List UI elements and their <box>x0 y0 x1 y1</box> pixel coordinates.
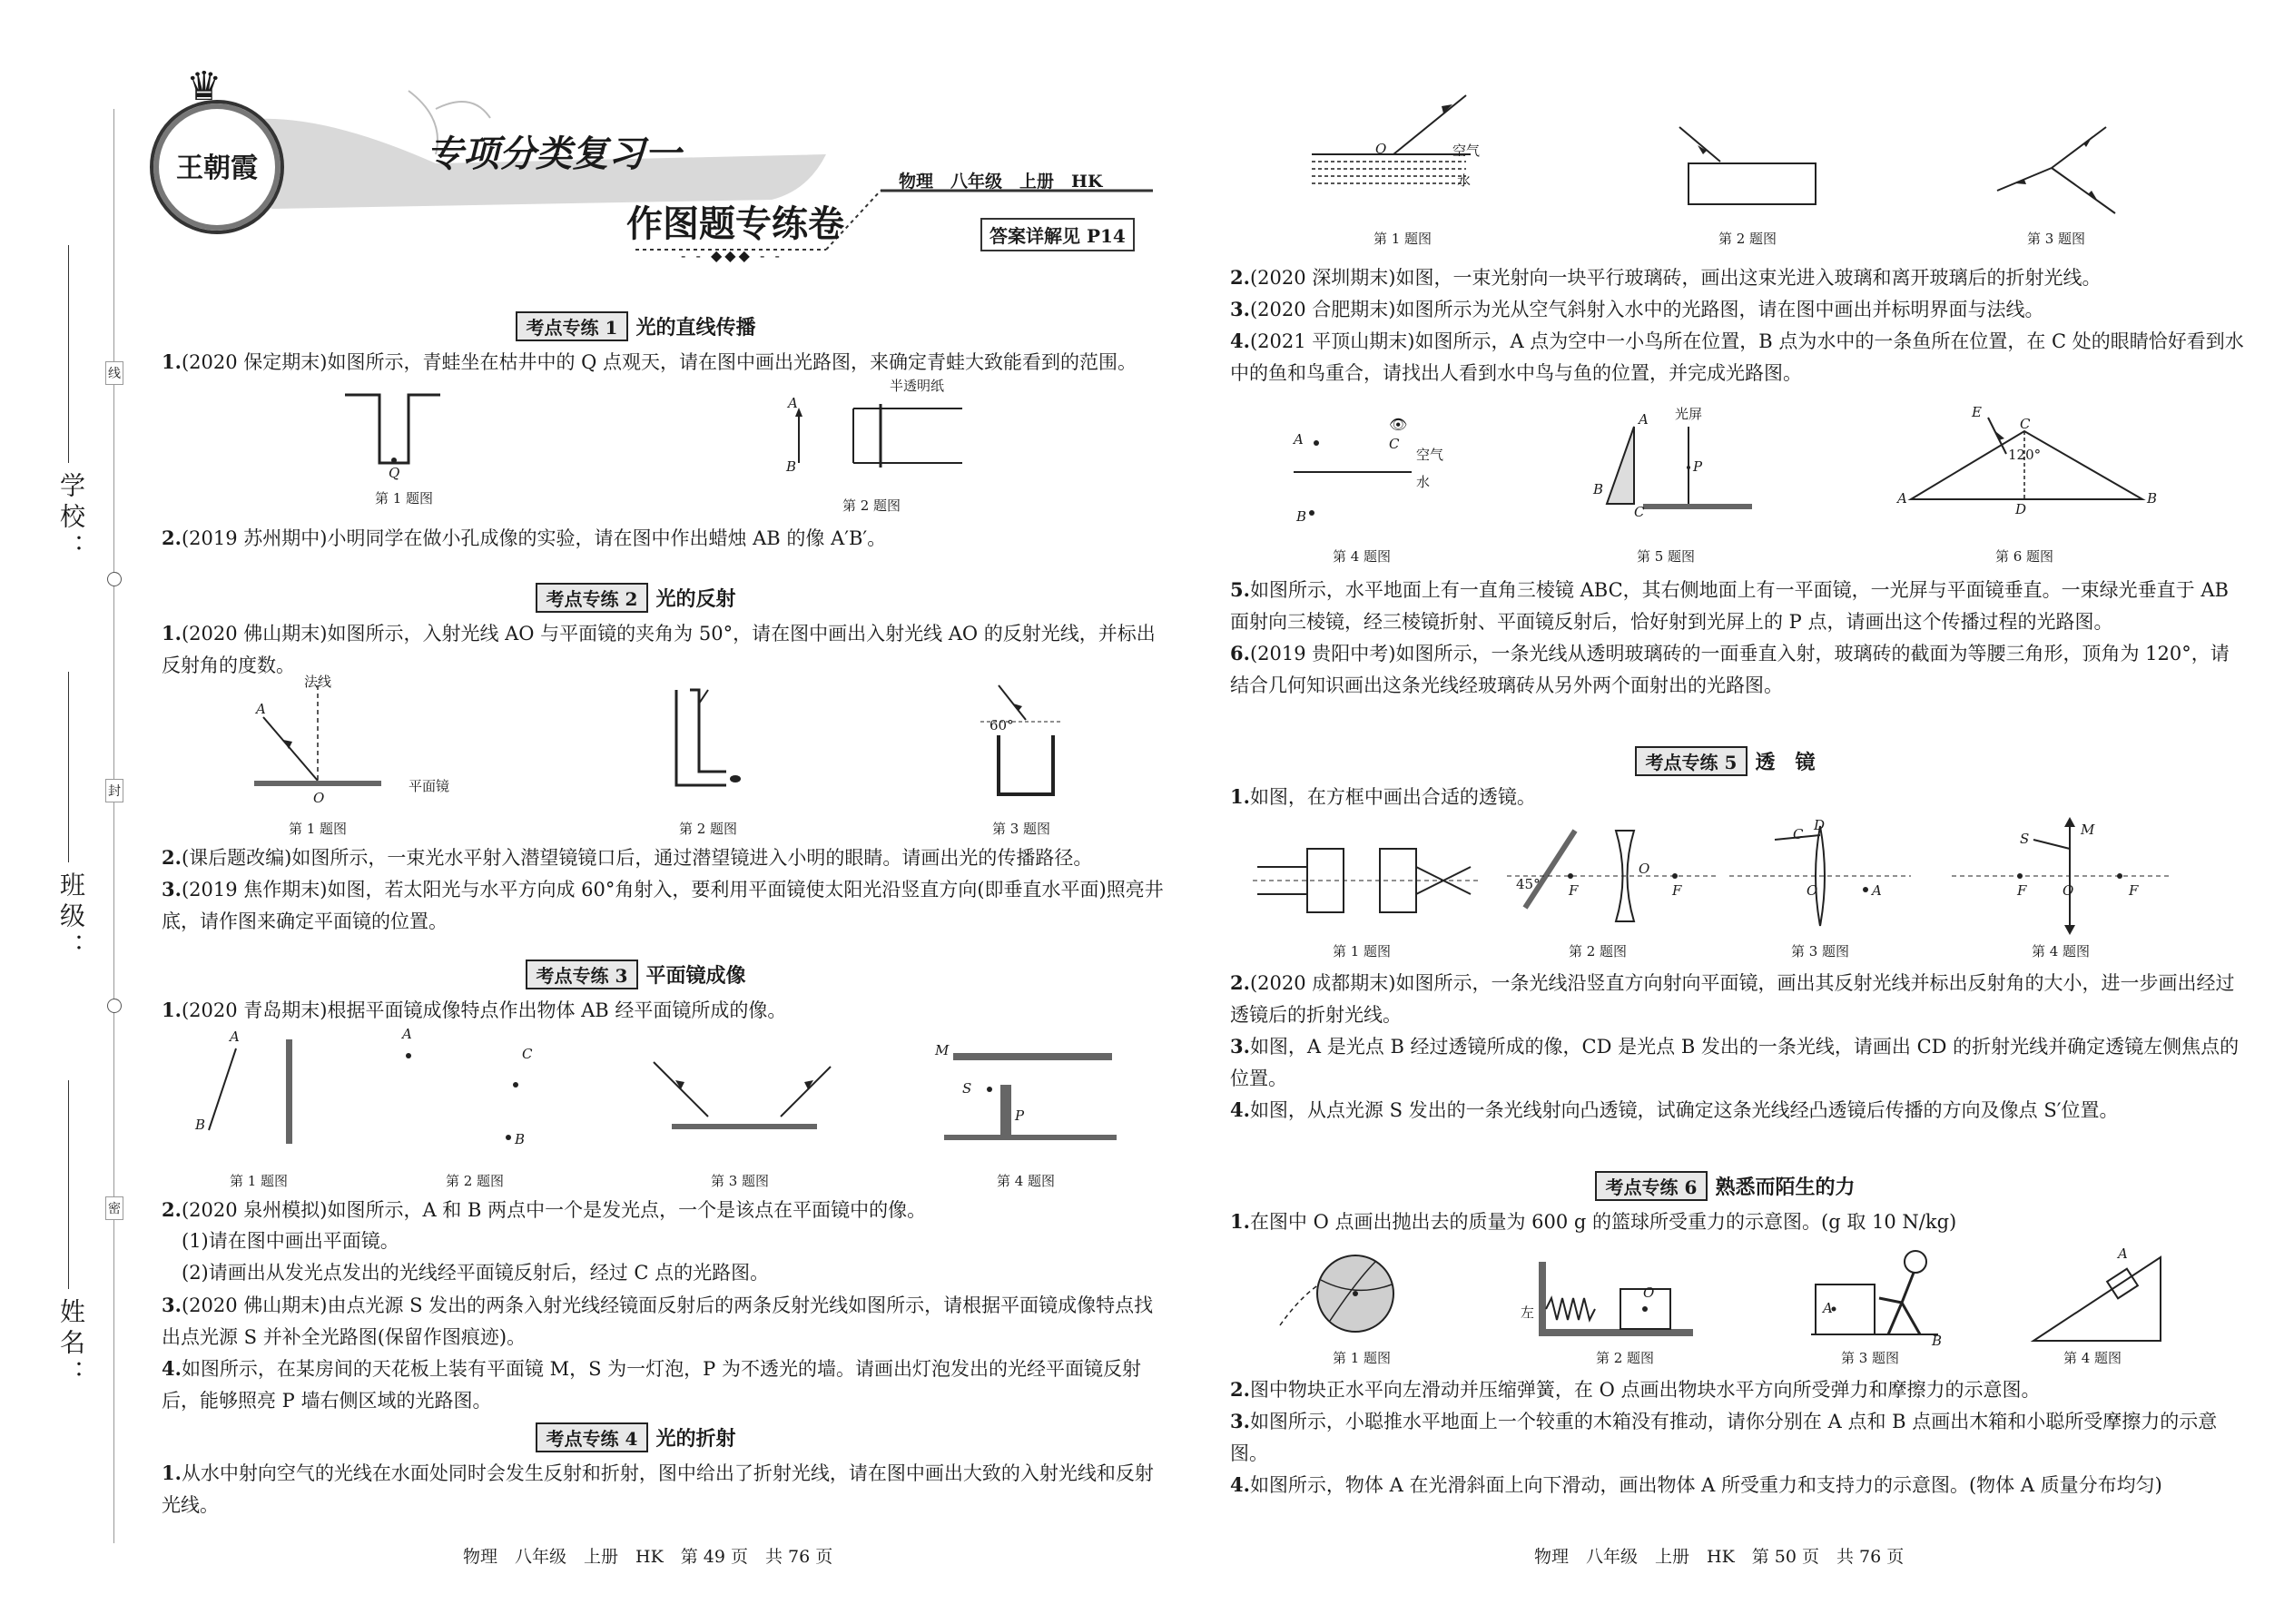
r-fig-5-a: A <box>1639 411 1649 428</box>
s5-fig-2-f1: F <box>1569 882 1579 899</box>
binding-dot-2 <box>107 999 122 1013</box>
s1-question-2: 2.(2019 苏州期中)小明同学在做小孔成像的实验，请在图中作出蜡烛 AB 的像 A′B′。 <box>162 527 887 549</box>
s3-fig-4-p: P <box>1015 1107 1025 1124</box>
r-cap-4: 第 4 题图 <box>1332 548 1392 565</box>
s2-fig-3-angle: 60° <box>989 717 1014 733</box>
s3-fig-4 <box>935 1044 1117 1153</box>
r-fig-4-water: 水 <box>1416 474 1431 490</box>
s2-question-1: 1.(2020 佛山期末)如图所示，入射光线 AO 与平面镜的夹角为 50°，请在图中画出入射光线 AO 的反射光线，并标出反射角的度数。 <box>162 622 1156 676</box>
s2-fig-1-normal: 法线 <box>304 674 332 690</box>
section-2-title: 光的反射 <box>655 587 736 611</box>
s6-fig-3-a: A <box>1823 1300 1833 1316</box>
s3-fig-4-s: S <box>962 1080 972 1097</box>
r-fig-5-screen: 光屏 <box>1675 406 1703 422</box>
section-5-label: 考点专练 5 <box>1635 746 1748 776</box>
s6-question-2: 2.图中物块正水平向左滑动并压缩弹簧，在 O 点画出物块水平方向所受弹力和摩擦力的示意图。 <box>1230 1378 2041 1401</box>
r-fig-6-b: B <box>2147 490 2158 507</box>
seal-mark-2: 封 <box>105 779 123 802</box>
s5-fig-4-o: O <box>2063 882 2074 899</box>
s5-question-1: 1.如图，在方框中画出合适的透镜。 <box>1230 785 1536 808</box>
name-label: 姓名： <box>56 1298 86 1391</box>
s6-fig-2-o: O <box>1643 1284 1655 1301</box>
r-s4-question-5: 5.如图所示，水平地面上有一直角三棱镜 ABC，其右侧地面上有一平面镜，一光屏与平面镜垂直。一束绿光垂直于 AB 面射向三棱镜，经三棱镜折射、平面镜反射后，恰好射到光屏上的 P 点，请画出这个传播过程的光路图。 <box>1230 578 2229 633</box>
r-fig-2-glass <box>1661 118 1825 209</box>
s3-fig-4-m: M <box>935 1042 950 1058</box>
section-1-label: 考点专练 1 <box>516 311 629 341</box>
section-3-label: 考点专练 3 <box>526 960 639 989</box>
s6-question-1: 1.在图中 O 点画出抛出去的质量为 600 g 的篮球所受重力的示意图。(g 取 10 N/kg) <box>1230 1210 1957 1233</box>
r-fig-5-prism <box>1580 418 1761 527</box>
s2-cap-1: 第 1 题图 <box>288 821 348 837</box>
section-2-heading <box>490 583 781 613</box>
section-2-label: 考点专练 2 <box>536 583 649 613</box>
s3-cap-1: 第 1 题图 <box>229 1173 289 1189</box>
s6-fig-2-left: 左 <box>1521 1304 1535 1321</box>
s2-cap-3: 第 3 题图 <box>991 821 1051 837</box>
seal-mark-1: 线 <box>105 361 123 385</box>
s5-fig-2-o: O <box>1639 861 1650 877</box>
section-6-title: 熟悉而陌生的力 <box>1715 1176 1856 1199</box>
s3-cap-2: 第 2 题图 <box>445 1173 505 1189</box>
logo-text: 王朝霞 <box>176 153 258 184</box>
footer-right: 物理 八年级 上册 HK 第 50 页 共 76 页 <box>1534 1547 1905 1567</box>
r-fig-4-b: B <box>1296 508 1307 525</box>
r-cap-3: 第 3 题图 <box>2026 231 2086 247</box>
s3-question-1: 1.(2020 青岛期末)根据平面镜成像特点作出物体 AB 经平面镜所成的像。 <box>162 999 787 1021</box>
s4-question-1: 1.从水中射向空气的光线在水面处同时会发生反射和折射，图中给出了折射光线，请在图中画出大致的入射光线和反射光线。 <box>162 1462 1154 1516</box>
s1-fig-1-well <box>336 386 445 477</box>
section-1-title: 光的直线传播 <box>635 316 756 340</box>
s3-cap-4: 第 4 题图 <box>996 1173 1056 1189</box>
r-cap-2: 第 2 题图 <box>1718 231 1777 247</box>
s6-fig-4-a: A <box>2118 1245 2128 1262</box>
s3-fig-2-b: B <box>515 1131 526 1147</box>
s6-cap-3: 第 3 题图 <box>1840 1350 1900 1366</box>
name-underline <box>68 1080 69 1289</box>
s6-question-4: 4.如图所示，物体 A 在光滑斜面上向下滑动，画出物体 A 所受重力和支持力的示意图。(物体 A 质量分布均匀) <box>1230 1473 2162 1496</box>
r-s4-question-6: 6.(2019 贵阳中考)如图所示，一条光线从透明玻璃砖的一面垂直入射，玻璃砖的截面为等腰三角形，顶角为 120°，请结合几何知识画出这条光线经玻璃砖从另外两个面射出的光路图。 <box>1230 642 2230 696</box>
s5-fig-2-f2: F <box>1672 882 1682 899</box>
section-5-title: 透 镜 <box>1755 751 1816 774</box>
section-6-heading <box>1543 1171 1906 1201</box>
r-fig-1-water <box>1307 64 1480 191</box>
s5-question-3: 3.如图，A 是光点 B 经过透镜所成的像，CD 是光点 B 发出的一条光线，请画出 CD 的折射光线并确定透镜左侧焦点的位置。 <box>1230 1035 2240 1089</box>
s2-fig-3-well <box>962 676 1089 803</box>
r-fig-1-air: 空气 <box>1452 143 1481 159</box>
s3-question-4: 4.如图所示，在某房间的天花板上装有平面镜 M，S 为一灯泡，P 为不透光的墙。请画出灯泡发出的光经平面镜反射后，能够照亮 P 墙右侧区域的光路图。 <box>162 1357 1141 1412</box>
s5-cap-3: 第 3 题图 <box>1790 943 1850 960</box>
binding-line <box>113 109 114 1543</box>
s2-fig-1-mirror-label: 平面镜 <box>409 778 450 794</box>
r-fig-6-a: A <box>1897 490 1907 507</box>
s5-cap-4: 第 4 题图 <box>2031 943 2091 960</box>
section-1-heading <box>490 311 781 341</box>
r-cap-1: 第 1 题图 <box>1373 231 1433 247</box>
section-3-heading <box>490 960 781 989</box>
section-4-title: 光的折射 <box>655 1427 736 1451</box>
s3-question-3: 3.(2020 佛山期末)由点光源 S 发出的两条入射光线经镜面反射后的两条反射光线如图所示，请根据平面镜成像特点找出点光源 S 并补全光路图(保留作图痕迹)。 <box>162 1294 1154 1348</box>
s3-fig-1 <box>191 1030 309 1148</box>
s3-fig-2 <box>390 1030 536 1157</box>
s5-fig-4-m: M <box>2081 822 2095 838</box>
eye-icon: 👁 <box>1389 416 1408 433</box>
s2-fig-1-a: A <box>256 701 266 717</box>
s3-question-2b: (2)请画出从发光点发出的光线经平面镜反射后，经过 C 点的光路图。 <box>182 1262 770 1284</box>
r-fig-1-water-label: 水 <box>1457 172 1472 189</box>
s2-fig-1-o: O <box>313 790 325 806</box>
r-fig-4-a: A <box>1294 431 1304 448</box>
s3-question-2a: (1)请在图中画出平面镜。 <box>182 1230 399 1252</box>
s5-question-2: 2.(2020 成都期末)如图所示，一条光线沿竖直方向射向平面镜，画出其反射光线并标出反射角的大小，进一步画出经过透镜后的折射光线。 <box>1230 971 2235 1026</box>
r-fig-6-c: C <box>2020 416 2031 432</box>
r-fig-4-c: C <box>1389 436 1400 452</box>
section-5-heading <box>1580 746 1870 776</box>
footer-left: 物理 八年级 上册 HK 第 49 页 共 76 页 <box>463 1547 833 1567</box>
main-title: 作图题专练卷 <box>626 203 844 245</box>
s1-fig-1-q: Q <box>389 465 400 481</box>
s1-cap-1: 第 1 题图 <box>374 490 434 507</box>
s5-fig-4-f1: F <box>2017 882 2027 899</box>
s6-cap-1: 第 1 题图 <box>1332 1350 1392 1366</box>
s1-fig-2-a: A <box>788 395 798 411</box>
section-4-label: 考点专练 4 <box>536 1422 649 1452</box>
s6-fig-4-incline <box>2024 1239 2170 1348</box>
r-fig-6-angle: 120° <box>2008 447 2042 463</box>
s3-fig-2-a: A <box>402 1026 412 1042</box>
s3-cap-3: 第 3 题图 <box>710 1173 770 1189</box>
r-s4-question-2: 2.(2020 深圳期末)如图，一束光射向一块平行玻璃砖，画出这束光进入玻璃和离开玻璃后的折射光线。 <box>1230 266 2102 289</box>
s5-fig-4-convex <box>1952 812 2170 940</box>
school-underline <box>68 245 69 463</box>
s5-fig-4-f2: F <box>2129 882 2139 899</box>
r-s4-question-4: 4.(2021 平顶山期末)如图所示，A 点为空中一小鸟所在位置，B 点为水中的一条鱼所在位置，在 C 处的眼睛恰好看到水中的鱼和鸟重合，请找出人看到水中鸟与鱼的位置，并完成光路图。 <box>1230 330 2244 384</box>
subject-line: 物理 八年级 上册 HK <box>899 172 1103 192</box>
s6-question-3: 3.如图所示，小聪推水平地面上一个较重的木箱没有推动，请你分别在 A 点和 B 点画出木箱和小聪所受摩擦力的示意图。 <box>1230 1410 2218 1464</box>
seal-mark-3: 密 <box>105 1196 123 1220</box>
section-6-label: 考点专练 6 <box>1595 1171 1708 1201</box>
s3-fig-1-b: B <box>195 1117 206 1133</box>
r-fig-5-p: P <box>1693 458 1703 475</box>
s5-fig-3-a: A <box>1872 882 1882 899</box>
section-3-title: 平面镜成像 <box>645 964 746 988</box>
s1-fig-2-b: B <box>786 458 797 475</box>
s5-cap-2: 第 2 题图 <box>1568 943 1628 960</box>
brand-logo <box>150 100 284 234</box>
s5-fig-1-boxes <box>1253 835 1480 935</box>
r-fig-5-c: C <box>1634 504 1645 520</box>
school-label: 学校： <box>56 472 86 565</box>
s3-fig-3 <box>635 1053 853 1144</box>
s6-fig-3-push <box>1807 1244 1943 1348</box>
r-fig-6-e: E <box>1972 404 1982 420</box>
s5-fig-3-c: C <box>1793 826 1804 842</box>
crown-icon: ♛ <box>186 64 222 110</box>
s2-cap-2: 第 2 题图 <box>678 821 738 837</box>
s6-cap-4: 第 4 题图 <box>2063 1350 2122 1366</box>
r-fig-6-d: D <box>2015 501 2027 517</box>
s2-question-2: 2.(课后题改编)如图所示，一束光水平射入潜望镜镜口后，通过潜望镜进入小明的眼睛。请画出光的传播路径。 <box>162 846 1093 869</box>
s2-fig-2-periscope <box>663 681 744 790</box>
s6-fig-2-spring <box>1534 1253 1698 1343</box>
binding-dot-1 <box>107 572 122 586</box>
s6-cap-2: 第 2 题图 <box>1595 1350 1655 1366</box>
r-s4-question-3: 3.(2020 合肥期末)如图所示为光从空气斜射入水中的光路图，请在图中画出并标明界面与法线。 <box>1230 298 2044 320</box>
s5-fig-3-lens <box>1729 817 1911 935</box>
s1-cap-2: 第 2 题图 <box>842 497 901 514</box>
section-4-heading <box>490 1422 781 1452</box>
s6-fig-1-basketball <box>1275 1244 1412 1343</box>
r-fig-3-rays <box>1988 118 2142 218</box>
r-fig-1-o: O <box>1375 141 1387 157</box>
series-title: 专项分类复习一 <box>427 133 681 175</box>
s5-fig-2-angle: 45° <box>1516 876 1541 892</box>
answer-ref: 答案详解见 P14 <box>980 218 1135 251</box>
s5-fig-3-o: O <box>1807 882 1818 899</box>
s5-cap-1: 第 1 题图 <box>1332 943 1392 960</box>
s3-question-2: 2.(2020 泉州模拟)如图所示，A 和 B 两点中一个是发光点，一个是该点在平面镜中的像。 <box>162 1198 927 1221</box>
s3-fig-1-a: A <box>230 1029 240 1045</box>
r-cap-5: 第 5 题图 <box>1636 548 1696 565</box>
class-underline <box>68 672 69 862</box>
r-cap-6: 第 6 题图 <box>1994 548 2054 565</box>
s1-question-1: 1.(2020 保定期末)如图所示，青蛙坐在枯井中的 Q 点观天，请在图中画出光路图，来确定青蛙大致能看到的范围。 <box>162 350 1137 373</box>
s5-fig-4-s: S <box>2020 831 2030 847</box>
title-dots: - - ◆◆◆ - - <box>681 247 783 264</box>
s5-question-4: 4.如图，从点光源 S 发出的一条光线射向凸透镜，试确定这条光线经凸透镜后传播的方向及像点 S′位置。 <box>1230 1098 2119 1121</box>
class-label: 班级： <box>56 871 86 964</box>
s5-fig-3-d: D <box>1814 817 1826 833</box>
s2-question-3: 3.(2019 焦作期末)如图，若太阳光与水平方向成 60°角射入，要利用平面镜使太阳光沿竖直方向(即垂直水平面)照亮井底，请作图来确定平面镜的位置。 <box>162 878 1164 932</box>
r-fig-4-air: 空气 <box>1416 447 1444 463</box>
s1-fig-2-pinhole <box>781 386 980 486</box>
s3-fig-2-c: C <box>522 1046 533 1062</box>
r-fig-5-b: B <box>1593 481 1604 497</box>
s6-fig-3-b: B <box>1932 1333 1943 1349</box>
s1-fig-2-paper: 半透明纸 <box>890 378 945 394</box>
